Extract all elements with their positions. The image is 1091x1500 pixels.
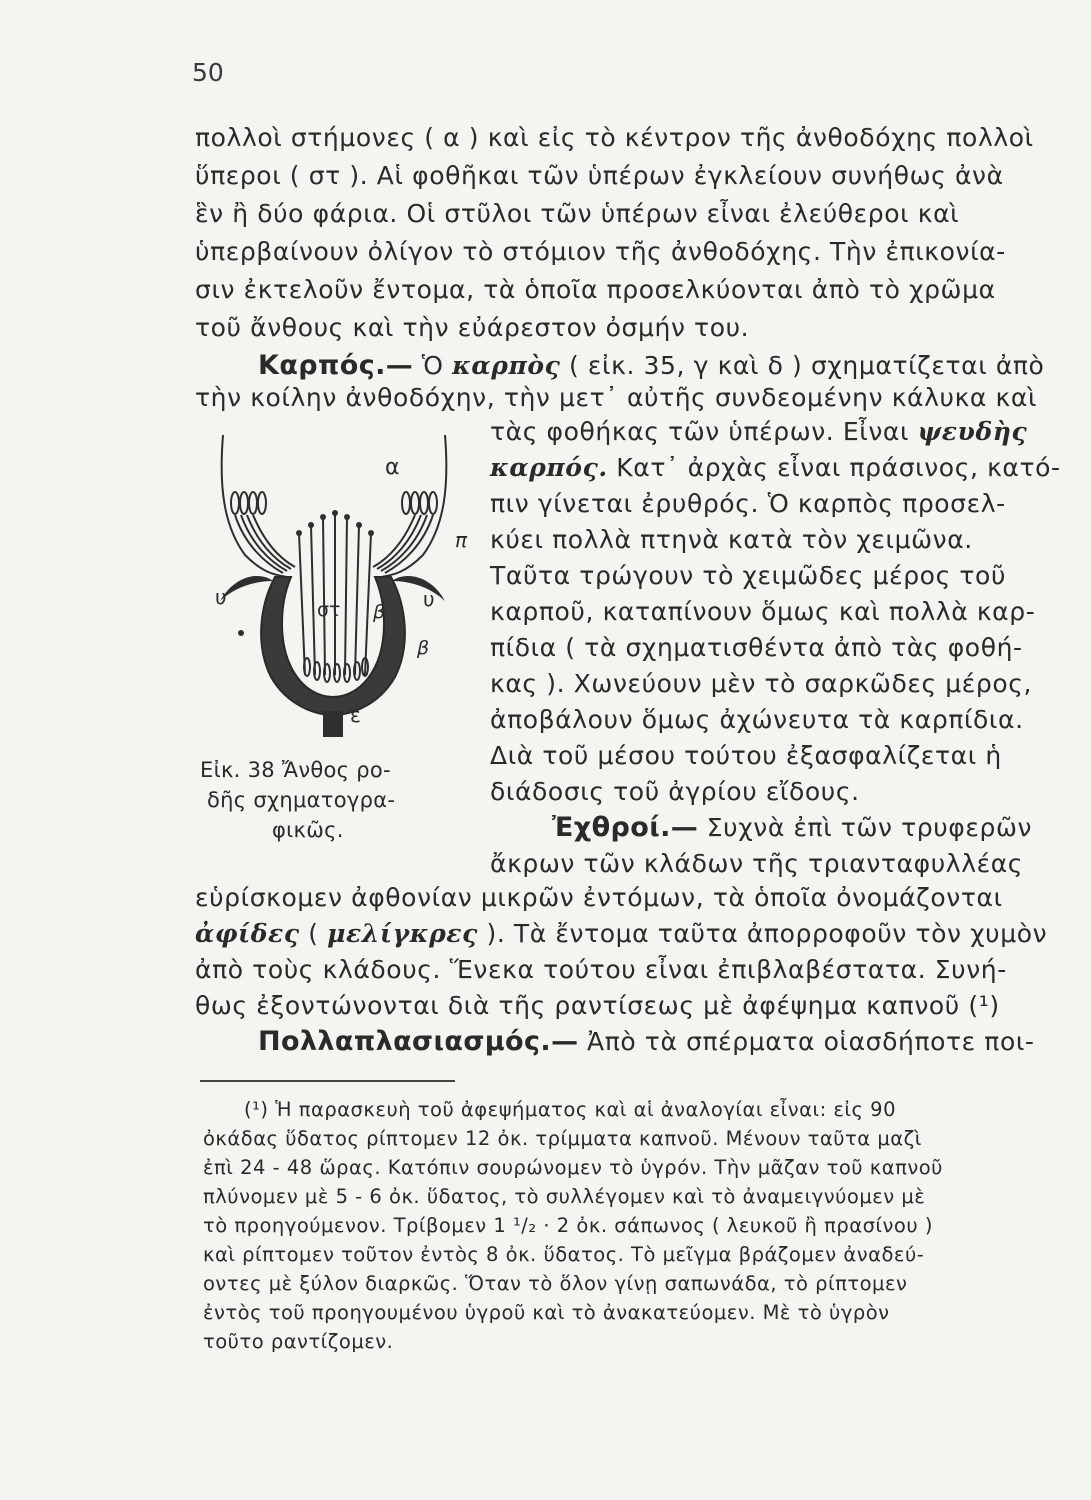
label-a: α [385,455,400,480]
figure-caption: Εἰκ. 38 Ἄνθος ρο- [200,758,391,782]
footnote-line: οντες μὲ ξύλον διαρκῶς. Ὅταν τὸ ὅλον γίνῃ σαπωνάδα, τὸ ρίπτομεν [203,1272,908,1295]
label-b2: β [417,637,430,659]
label-pi: π [455,528,468,552]
body-line: τὴν κοίλην ἀνθοδόχην, τὴν μετ᾽ αὐτῆς συνδεομένην κάλυκα καὶ [195,383,1038,412]
footnote-rule [200,1080,455,1082]
footnote-line: ἐντὸς τοῦ προηγουμένου ὑγροῦ καὶ τὸ ἀνακατεύομεν. Μὲ τὸ ὑγρὸν [203,1301,890,1324]
section-heading: Καρπός.— [258,350,414,381]
body-line: πολλοὶ στήμονες ( α ) καὶ εἰς τὸ κέντρον τῆς ἀνθοδόχης πολλοὶ [195,123,1034,152]
italic-term: καρπός. [490,453,608,482]
footnote-line: πλύνομεν μὲ 5 - 6 ὀκ. ὕδατος, τὸ συλλέγομεν καὶ τὸ ἀναμειγνύομεν μὲ [203,1185,926,1208]
body-line: διάδοσις τοῦ ἀγρίου εἴδους. [490,777,860,806]
section-karpos: Καρπός.— Ὁ καρπὸς ( εἰκ. 35, γ καὶ δ ) σχηματίζεται ἀπὸ [258,350,1045,381]
body-line: ἀποβάλουν ὅμως ἀχώνευτα τὰ καρπίδια. [490,705,1024,734]
body-line: ἄκρων τῶν κλάδων τῆς τριανταφυλλέας [490,849,1024,878]
rose-flower-diagram [205,405,480,745]
footnote-line: (¹) Ἡ παρασκευὴ τοῦ ἀφεψήματος καὶ αἱ ἀναλογίαι εἶναι: εἰς 90 [244,1098,896,1121]
footnote-line: καὶ ρίπτομεν τοῦτον ἐντὸς 8 ὀκ. ὕδατος. Τὸ μεῖγμα βράζομεν ἀναδεύ- [203,1243,925,1266]
body-line: τὰς φοθήκας τῶν ὑπέρων. Εἶναι ψευδὴς [490,417,1028,446]
body-line: κύει πολλὰ πτηνὰ κατὰ τὸν χειμῶνα. [490,525,973,554]
body-line: πίδια ( τὰ σχηματισθέντα ἀπὸ τὰς φοθή- [490,633,1023,662]
body-line: ἓν ἢ δύο φάρια. Οἱ στῦλοι τῶν ὑπέρων εἶναι ἐλεύθεροι καὶ [195,199,960,228]
label-c: ε [350,703,361,727]
figure-caption: δῆς σχηματογρα- [207,788,396,812]
section-pollaplasiasmos: Πολλαπλασιασμός.— Ἀπὸ τὰ σπέρματα οἱασδήποτε ποι- [258,1026,1035,1057]
label-u-left: υ [215,585,227,609]
body-line: ὕπεροι ( στ ). Αἱ φοθῆκαι τῶν ὑπέρων ἐγκλείουν συνήθως ἀνὰ [195,161,1004,190]
body-line: εὑρίσκομεν ἀφθονίαν μικρῶν ἐντόμων, τὰ ὁποῖα ὀνομάζονται [195,883,1003,912]
body-line: καρποῦ, καταπίνουν ὅμως καὶ πολλὰ καρ- [490,597,1036,626]
footnote-line: ἐπὶ 24 - 48 ὥρας. Κατόπιν σουρώνομεν τὸ ὑγρόν. Τὴν μᾶζαν τοῦ καπνοῦ [203,1156,943,1179]
body-line: κας ). Χωνεύουν μὲν τὸ σαρκῶδες μέρος, [490,669,1033,698]
italic-term: ψευδὴς [917,417,1028,446]
footnote-line: ὀκάδας ὕδατος ρίπτομεν 12 ὀκ. τρίμματα καπνοῦ. Μένουν ταῦτα μαζὶ [203,1127,922,1150]
flower-drawing [205,405,480,745]
italic-term: ἀφίδες [195,919,300,948]
body-line: καρπός. Κατ᾽ ἀρχὰς εἶναι πράσινος, κατό- [490,453,1061,482]
section-echthroi: Ἐχθροί.— Συχνὰ ἐπὶ τῶν τρυφερῶν [552,812,1033,843]
section-heading: Πολλαπλασιασμός.— [258,1026,579,1057]
italic-term: καρπὸς [452,351,561,380]
footnote-line: τὸ προηγούμενον. Τρίβομεν 1 ¹/₂ · 2 ὀκ. σάπωνος ( λευκοῦ ἢ πρασίνου ) [203,1214,933,1237]
label-u-right: υ [423,587,435,611]
body-line: ὑπερβαίνουν ὀλίγον τὸ στόμιον τῆς ἀνθοδόχης. Τὴν ἐπικονία- [195,237,1006,266]
footnote-line: τοῦτο ραντίζομεν. [203,1330,394,1353]
body-line: πιν γίνεται ἐρυθρός. Ὁ καρπὸς προσελ- [490,489,1006,518]
body-line: θως ἐξοντώνονται διὰ τῆς ραντίσεως μὲ ἀφέψημα καπνοῦ (¹) [195,991,1000,1020]
body-line: Ταῦτα τρώγουν τὸ χειμῶδες μέρος τοῦ [490,561,1007,590]
italic-term: μελίγκρες [327,919,478,948]
figure-caption: φικῶς. [272,818,344,842]
page-number: 50 [192,58,224,87]
body-line: τοῦ ἄνθους καὶ τὴν εὐάρεστον ὀσμήν του. [195,313,750,342]
section-heading: Ἐχθροί.— [552,812,699,843]
body-line: ἀπὸ τοὺς κλάδους. Ἕνεκα τούτου εἶναι ἐπιβλαβέστατα. Συνή- [195,955,1007,984]
label-st: στ [317,599,341,621]
body-line: ἀφίδες ( μελίγκρες ). Τὰ ἔντομα ταῦτα ἀπορροφοῦν τὸν χυμὸν [195,919,1048,948]
label-b1: β [373,601,386,623]
body-line: σιν ἐκτελοῦν ἔντομα, τὰ ὁποῖα προσελκύονται ἀπὸ τὸ χρῶμα [195,275,996,304]
body-line: Διὰ τοῦ μέσου τούτου ἐξασφαλίζεται ἡ [490,741,1002,770]
